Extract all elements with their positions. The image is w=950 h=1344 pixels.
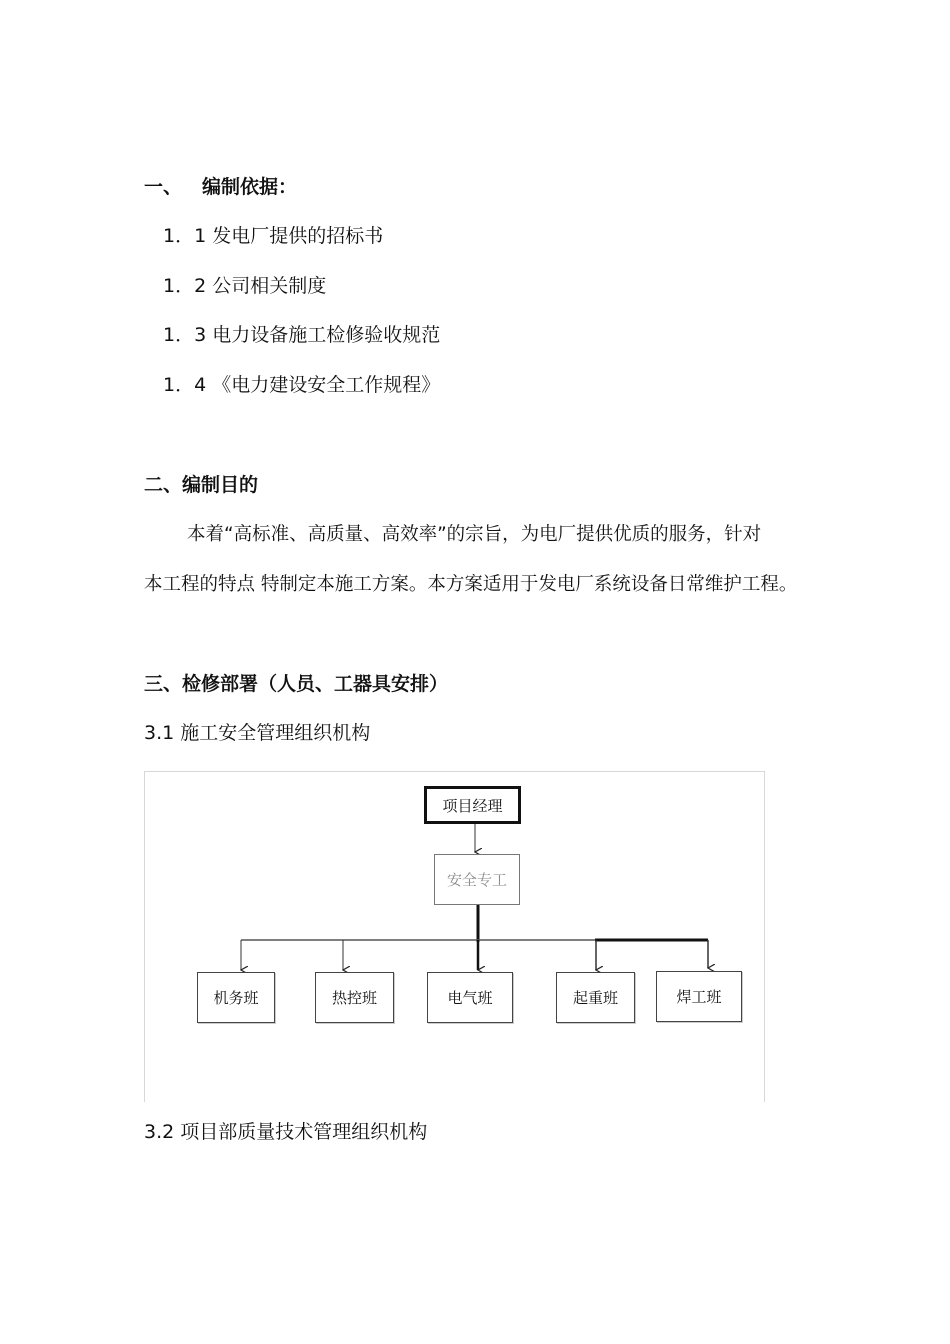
section3-subheading-1: 3.1 施工安全管理组织机构 xyxy=(144,722,371,744)
project-manager-box: 项目经理 xyxy=(424,786,521,824)
section1-heading: 编制依据： xyxy=(202,176,298,198)
section1-item-3: 1．3 电力设备施工检修验收规范 xyxy=(163,324,441,346)
section1-item-4: 1．4 《电力建设安全工作规程》 xyxy=(163,374,441,396)
section1-item-2: 1．2 公司相关制度 xyxy=(163,275,327,297)
safety-engineer-box: 安全专工 xyxy=(434,854,520,905)
org-chart xyxy=(144,771,765,1102)
section1-item-1: 1．1 发电厂提供的招标书 xyxy=(163,225,384,247)
team-box-lifting: 起重班 xyxy=(556,972,635,1023)
section3-subheading-2: 3.2 项目部质量技术管理组织机构 xyxy=(144,1121,428,1143)
section2-heading: 二、编制目的 xyxy=(144,474,259,496)
team-box-thermal-control: 热控班 xyxy=(315,972,394,1023)
section3-heading: 三、检修部署（人员、工器具安排） xyxy=(144,673,449,695)
section1-heading-number: 一、 xyxy=(144,176,183,198)
team-box-electrical: 电气班 xyxy=(427,972,513,1023)
team-box-welding: 焊工班 xyxy=(656,971,742,1022)
section2-paragraph-line2: 本工程的特点 特制定本施工方案。本方案适用于发电厂系统设备日常维护工程。 xyxy=(144,574,798,595)
team-box-mechanical: 机务班 xyxy=(197,972,275,1023)
section2-paragraph-line1: 本着“高标准、高质量、高效率”的宗旨，为电厂提供优质的服务，针对 xyxy=(187,524,762,545)
